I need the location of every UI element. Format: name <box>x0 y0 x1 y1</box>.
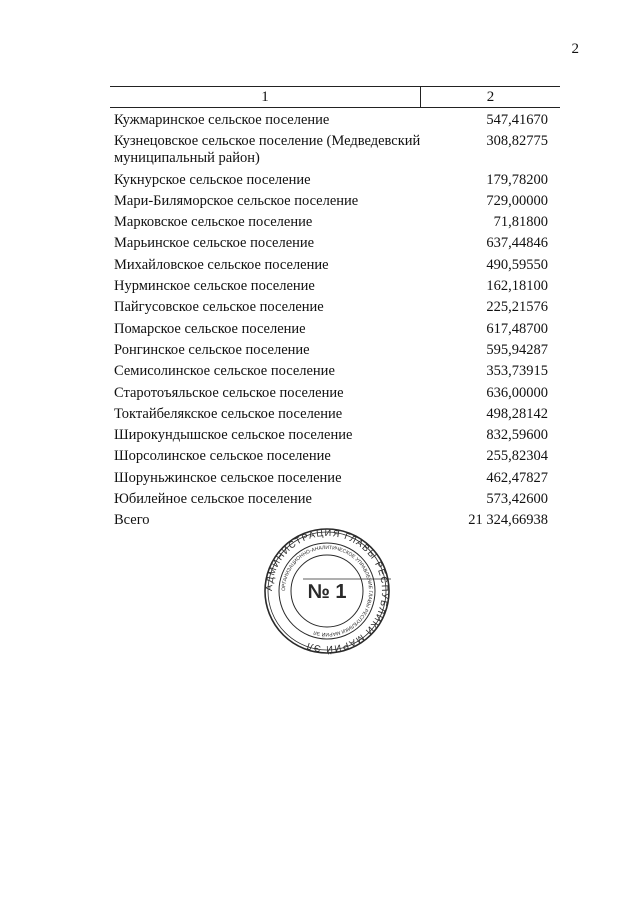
table-row <box>110 385 560 402</box>
row-name: Михайловское сельское поселение <box>114 256 329 273</box>
row-name: Шорсолинское сельское поселение <box>114 448 331 465</box>
seal-outer-text: АДМИНИСТРАЦИЯ ГЛАВЫ РЕСПУБЛИКИ МАРИЙ ЭЛ <box>263 527 391 655</box>
table-row <box>110 406 560 423</box>
table-row <box>110 257 560 274</box>
table-row <box>110 278 560 295</box>
table-body <box>110 112 560 529</box>
table-row <box>110 427 560 444</box>
table-row <box>110 112 560 129</box>
table-row <box>110 235 560 252</box>
row-value: 162,18100 <box>486 278 548 295</box>
seal-number: № 1 <box>307 581 347 603</box>
row-value: 308,82775 <box>486 133 548 150</box>
row-name: Помарское сельское поселение <box>114 320 306 337</box>
row-value: 255,82304 <box>486 448 548 465</box>
table-row <box>110 448 560 465</box>
table-row <box>110 342 560 359</box>
row-value: 617,48700 <box>486 320 548 337</box>
table-row <box>110 214 560 231</box>
row-value: 490,59550 <box>486 256 548 273</box>
table-row <box>110 133 560 167</box>
row-name: Нурминское сельское поселение <box>114 278 315 295</box>
row-value: 595,94287 <box>486 341 548 358</box>
table-row <box>110 363 560 380</box>
row-value: 637,44846 <box>486 235 548 252</box>
row-name: Старотоъяльское сельское поселение <box>114 384 344 401</box>
row-value: 179,78200 <box>486 171 548 188</box>
row-name: Широкундышское сельское поселение <box>114 427 353 444</box>
seal-inner-text: ОРГАНИЗАЦИОННО-АНАЛИТИЧЕСКОЕ УПРАВЛЕНИЕ ГЛАВЫ РЕСПУБЛИКИ МАРИЙ ЭЛ <box>280 544 374 638</box>
table-row <box>110 470 560 487</box>
row-value: 729,00000 <box>486 192 548 209</box>
row-name: Юбилейное сельское поселение <box>114 491 312 508</box>
table-row <box>110 172 560 189</box>
row-name: Ронгинское сельское поселение <box>114 341 310 358</box>
header-col-2: 2 <box>486 89 495 105</box>
row-name: Кукнурское сельское поселение <box>114 171 311 188</box>
row-name: Кужмаринское сельское поселение <box>114 112 330 128</box>
row-name: Всего <box>114 512 150 529</box>
row-name: Шоруньжинское сельское поселение <box>114 469 342 486</box>
official-seal <box>263 527 391 655</box>
row-name: Пайгусовское сельское поселение <box>114 299 324 316</box>
row-name: Марковское сельское поселение <box>114 214 313 231</box>
row-value: 573,42600 <box>486 491 548 508</box>
table-row <box>110 193 560 210</box>
row-value: 832,59600 <box>486 427 548 444</box>
row-name: Семисолинское сельское поселение <box>114 363 335 380</box>
row-name: Токтайбелякское сельское поселение <box>114 405 343 422</box>
table-row <box>110 321 560 338</box>
row-value: 225,21576 <box>486 299 548 316</box>
row-value: 498,28142 <box>486 405 548 422</box>
table-row <box>110 491 560 508</box>
row-name: Мари-Биляморское сельское поселение <box>114 192 359 209</box>
allocation-table <box>110 86 560 534</box>
table-row <box>110 299 560 316</box>
row-value: 353,73915 <box>486 363 548 380</box>
table-header <box>110 86 560 108</box>
row-value: 71,81800 <box>493 214 548 231</box>
row-value: 21 324,66938 <box>468 512 548 529</box>
header-col-1: 1 <box>110 87 421 107</box>
row-value: 547,41670 <box>486 112 548 128</box>
page-number: 2 <box>571 41 579 57</box>
row-name: Кузнецовское сельское поселение (Медведевский муниципальный район) <box>114 133 421 167</box>
row-name: Марьинское сельское поселение <box>114 235 315 252</box>
row-value: 462,47827 <box>486 469 548 486</box>
row-value: 636,00000 <box>486 384 548 401</box>
